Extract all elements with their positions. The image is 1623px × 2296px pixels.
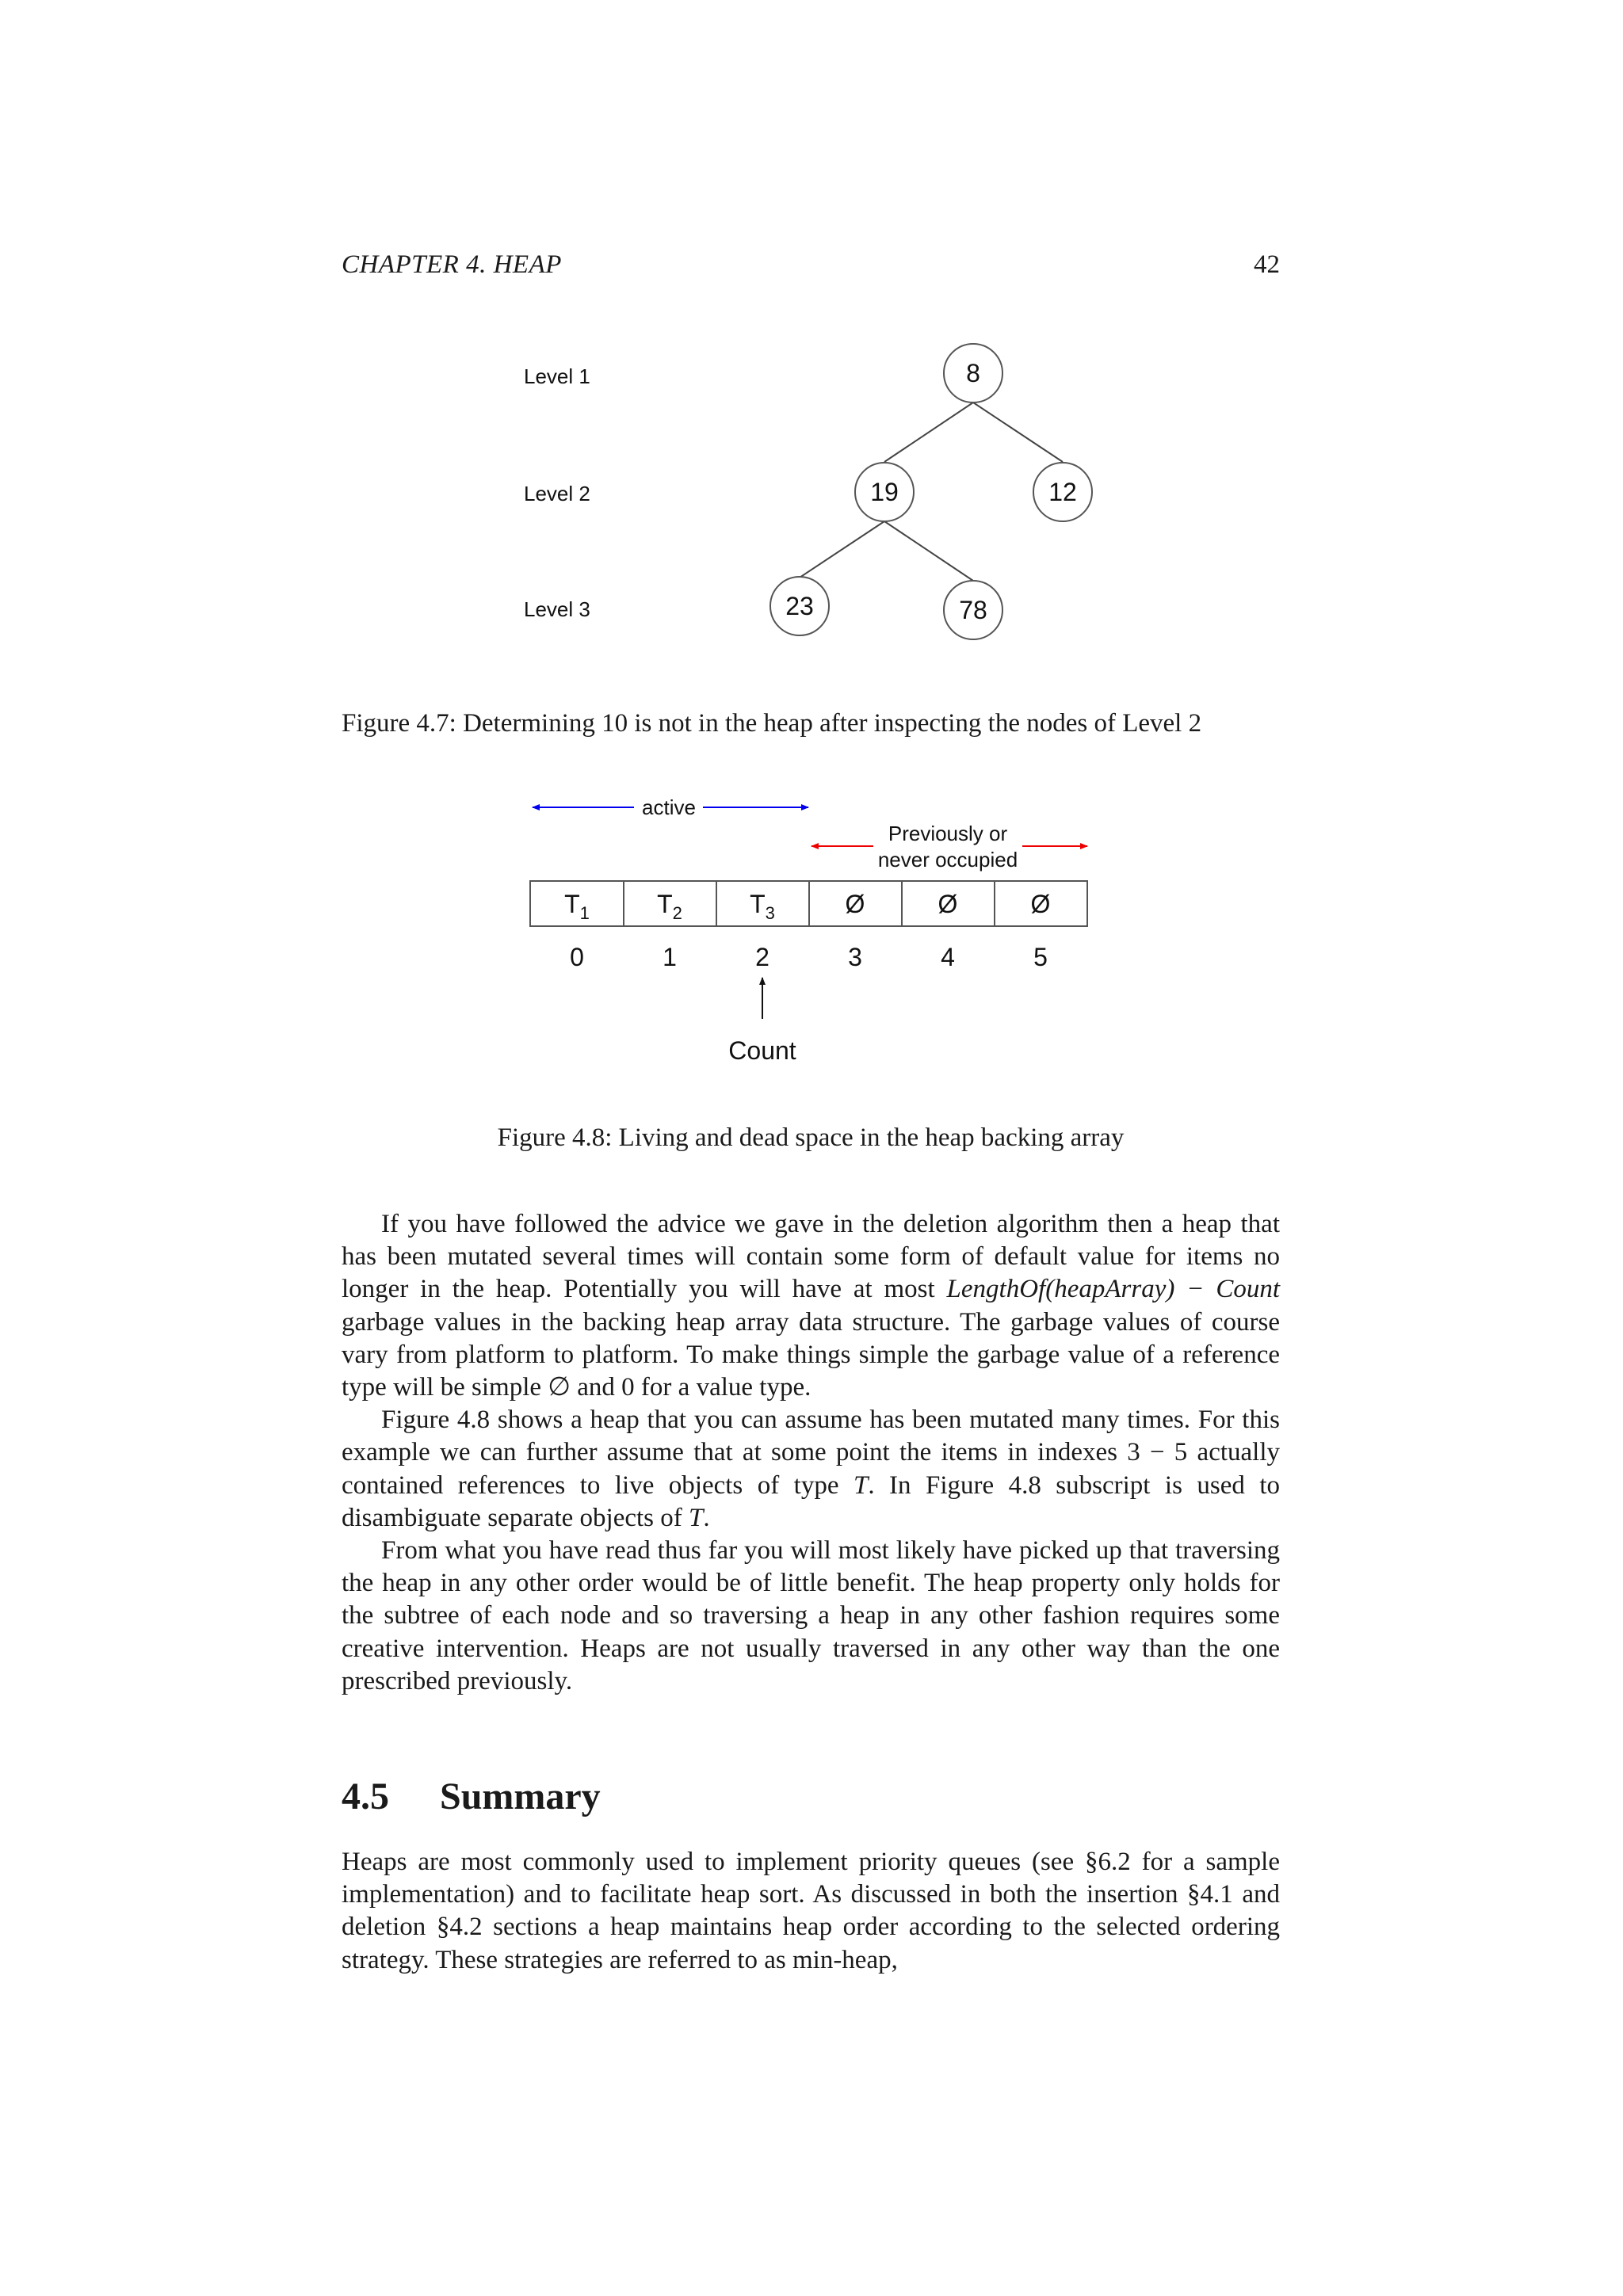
tree-node-left-left <box>770 577 829 635</box>
active-label: active <box>642 795 696 819</box>
tree-node-right <box>1033 463 1092 521</box>
paragraph-1: If you have followed the advice we gave in the deletion algorithm then a heap that has been mutated several times will contain some form of default value for items no longer in the heap. Potentially you will have at most LengthOf(heapArray) − Count garbage values in the backing heap array data structure. The garbage values of course vary from platform to platform. To make things simple the garbage value of a reference type will be simple ∅ and 0 for a value type. <box>342 1210 1280 1402</box>
array-index-4: 4 <box>941 943 955 971</box>
chapter-title: CHAPTER 4. HEAP <box>342 250 562 279</box>
body-text <box>342 1208 1280 1698</box>
section-title: Summary <box>440 1775 601 1817</box>
node-value: 8 <box>966 359 980 387</box>
array-cell-1-label: $T_2$ <box>657 890 682 923</box>
array-index-2: 2 <box>755 943 769 971</box>
array-index-3: 3 <box>848 943 862 971</box>
page-number: 42 <box>1254 250 1280 279</box>
array-index-0: 0 <box>570 943 584 971</box>
array-index-1: 1 <box>663 943 677 971</box>
figure-4-8-caption: Figure 4.8: Living and dead space in the heap backing array <box>497 1123 1125 1152</box>
array-cell-3-label: Ø <box>845 890 865 918</box>
count-label: Count <box>728 1036 796 1065</box>
section-number: 4.5 <box>342 1775 389 1817</box>
paragraph-2: Figure 4.8 shows a heap that you can assume has been mutated many times. For this example we can further assume that at some point the items in indexes 3 − 5 actually contained references to live objects of type T. In Figure 4.8 subscript is used to disambiguate separate objects of T. <box>342 1405 1280 1532</box>
figure-4-7-heap-tree <box>0 0 1623 697</box>
paragraph-3: From what you have read thus far you will most likely have picked up that traversing the heap in any other order would be of little benefit. The heap property only holds for the subtree of each node and so traversing a heap in any other fashion requires some creative intervention. Heaps are not usually traversed in any other way than the one prescribed previously. <box>342 1536 1280 1695</box>
summary-paragraph: Heaps are most commonly used to implement priority queues (see §6.2 for a sample implementation) and to facilitate heap sort. As discussed in both the insertion §4.1 and deletion §4.2 sections a heap maintains heap order according to the selected ordering strategy. These strategies are referred to as min-heap, <box>342 1848 1280 1974</box>
edge-root-right <box>973 402 1063 462</box>
figure-4-8-backing-array <box>0 776 1623 1077</box>
tree-node-left <box>855 463 914 521</box>
level-1-label: Level 1 <box>524 364 590 388</box>
inactive-label-line1: Previously or <box>888 822 1008 845</box>
array-cell-2-label: $T_3$ <box>750 890 775 923</box>
tree-node-root <box>944 344 1002 402</box>
math-expression: LengthOf(heapArray) − Count <box>946 1275 1280 1304</box>
level-2-label: Level 2 <box>524 482 590 505</box>
node-value: 12 <box>1048 478 1077 506</box>
array-cell-0-label: $T_1$ <box>564 890 590 923</box>
node-value: 19 <box>870 478 899 506</box>
edge-root-left <box>884 402 973 462</box>
node-value: 78 <box>959 596 987 624</box>
tree-node-left-right <box>944 581 1002 639</box>
edge-19-23 <box>800 521 884 578</box>
array-index-5: 5 <box>1033 943 1048 971</box>
array-cell-5-label: Ø <box>1030 890 1051 918</box>
level-3-label: Level 3 <box>524 597 590 621</box>
section-heading <box>342 1775 601 1818</box>
array-cell-4-label: Ø <box>938 890 958 918</box>
array-cells <box>530 881 1087 926</box>
inactive-label-line2: never occupied <box>877 848 1018 871</box>
figure-4-7-caption: Figure 4.7: Determining 10 is not in the heap after inspecting the nodes of Level 2 <box>342 709 1202 738</box>
node-value: 23 <box>785 592 814 620</box>
edge-19-78 <box>884 521 973 581</box>
